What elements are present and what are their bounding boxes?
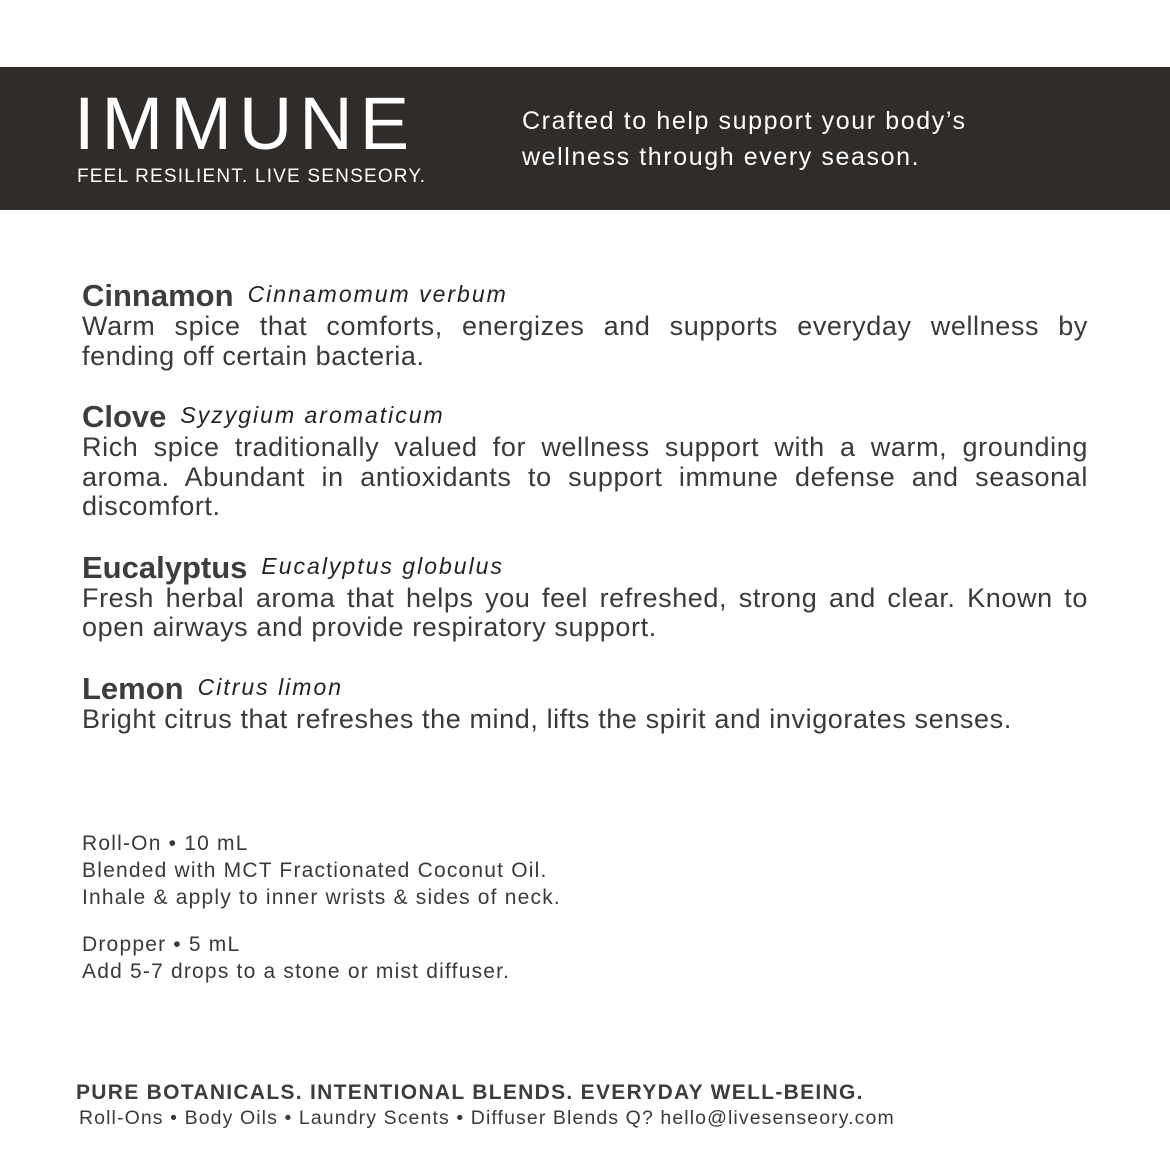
usage-line: Blended with MCT Fractionated Coconut Oil. <box>82 859 548 882</box>
ingredient-description: Fresh herbal aroma that helps you feel refreshed, strong and clear. Known to open airways and provide respiratory support. <box>82 582 1088 642</box>
ingredient-clove <box>82 401 1088 522</box>
ingredient-heading <box>82 401 1088 433</box>
ingredient-cinnamon <box>82 280 1088 371</box>
ingredient-latin-name: Citrus limon <box>197 673 344 700</box>
usage-rollon <box>82 830 782 911</box>
ingredient-lemon <box>82 670 1088 735</box>
ingredient-name: Eucalyptus <box>82 549 248 585</box>
ingredient-latin-name: Syzygium aromaticum <box>180 402 445 428</box>
ingredient-latin-name: Eucalyptus globulus <box>261 552 504 579</box>
usage-line: Add 5-7 drops to a stone or mist diffuser. <box>82 960 511 983</box>
footer-tagline: PURE BOTANICALS. INTENTIONAL BLENDS. EVERYDAY WELL-BEING. <box>76 1081 864 1104</box>
ingredient-description: Bright citrus that refreshes the mind, lifts the spirit and invigorates senses. <box>82 703 1012 734</box>
usage-line: Inhale & apply to inner wrists & sides of neck. <box>82 886 561 909</box>
header-banner <box>0 67 1170 210</box>
ingredient-latin-name: Cinnamomum verbum <box>247 281 508 307</box>
ingredient-name: Clove <box>82 399 167 434</box>
ingredient-name: Cinnamon <box>82 278 234 313</box>
product-title: IMMUNE <box>74 82 417 165</box>
ingredient-list <box>82 280 1088 764</box>
ingredient-heading <box>82 670 1088 706</box>
product-description: Crafted to help support your body’s wellness through every season. <box>522 107 967 171</box>
ingredient-name: Lemon <box>82 670 184 706</box>
usage-dropper <box>82 931 782 985</box>
usage-title: Dropper • 5 mL <box>82 933 241 956</box>
ingredient-description: Warm spice that comforts, energizes and supports everyday wellness by fending off certain bacteria. <box>82 311 1088 371</box>
ingredient-description: Rich spice traditionally valued for wellness support with a warm, grounding aroma. Abundant in antioxidants to support immune defense and seasonal discomfort. <box>82 432 1088 521</box>
footer-products-contact: Roll-Ons • Body Oils • Laundry Scents • Diffuser Blends Q? hello@livesenseory.com <box>79 1107 895 1129</box>
ingredient-heading <box>82 280 1088 312</box>
product-tagline: FEEL RESILIENT. LIVE SENSEORY. <box>77 166 427 187</box>
ingredient-eucalyptus <box>82 549 1088 643</box>
usage-title: Roll-On • 10 mL <box>82 832 249 855</box>
ingredient-heading <box>82 549 1088 585</box>
